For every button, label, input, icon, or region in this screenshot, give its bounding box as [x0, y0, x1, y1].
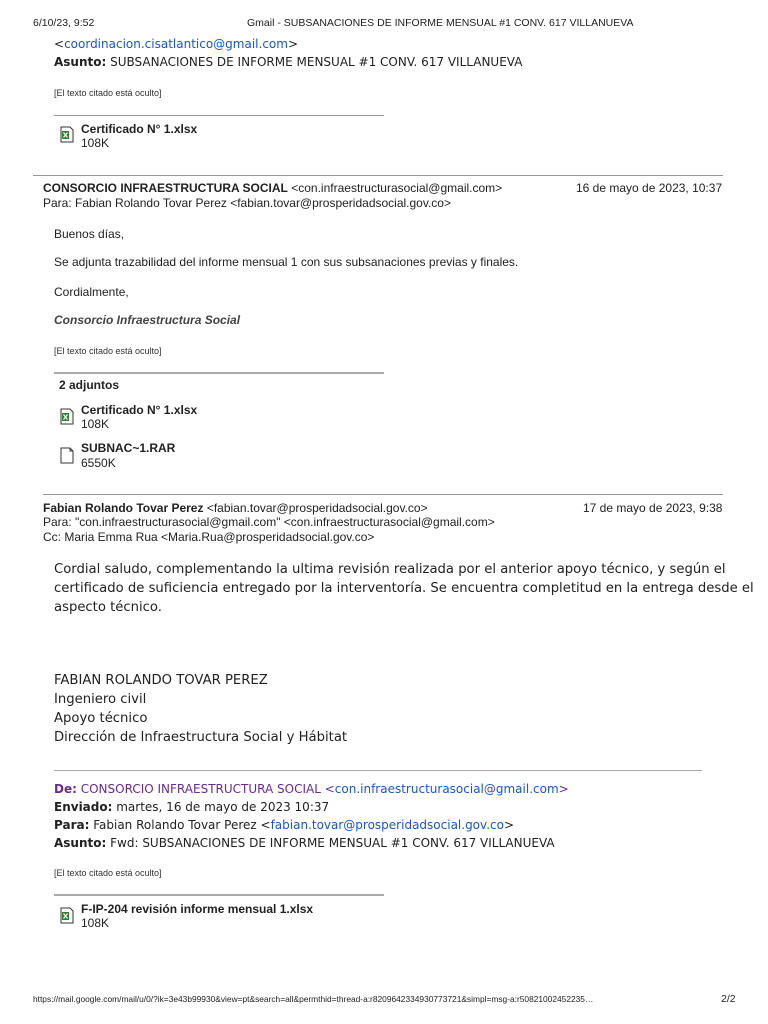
forward-to: Para: Fabian Rolando Tovar Perez <fabian.tovar@prosperidadsocial.gov.co> [54, 818, 515, 832]
attachment-size: 108K [81, 136, 110, 150]
message-divider [33, 175, 723, 176]
forward-from: De: CONSORCIO INFRAESTRUCTURA SOCIAL <con.infraestructurasocial@gmail.com> [54, 782, 569, 796]
page-number: 2/2 [721, 993, 736, 1005]
generic-file-icon [60, 447, 74, 464]
message-1-closing: Cordialmente, [54, 285, 129, 299]
message-2-body-line-1: Cordial saludo, complementando la ultima revisión realizada por el anterior apoyo técnico, y según el [54, 562, 726, 577]
email-link[interactable]: fabian.tovar@prosperidadsocial.gov.co [270, 818, 504, 832]
message-1-greeting: Buenos días, [54, 227, 125, 241]
attachment-divider [54, 115, 384, 116]
message-1-recipient: Para: Fabian Rolando Tovar Perez <fabian.tovar@prosperidadsocial.gov.co> [43, 196, 451, 210]
email-link[interactable]: con.infraestructurasocial@gmail.com [334, 782, 559, 796]
excel-file-icon [60, 408, 74, 425]
attachments-divider [54, 372, 384, 374]
previous-subject: Asunto: SUBSANACIONES DE INFORME MENSUAL #1 CONV. 617 VILLANUEVA [54, 55, 523, 69]
attachment-size: 108K [81, 916, 110, 930]
quoted-text-hidden[interactable]: [El texto citado está oculto] [54, 346, 162, 356]
message-2-sender: Fabian Rolando Tovar Perez <fabian.tovar@prosperidadsocial.gov.co> [43, 501, 428, 515]
signature-role: Apoyo técnico [54, 711, 148, 726]
quoted-text-hidden[interactable]: [El texto citado está oculto] [54, 88, 162, 98]
message-1-sender: CONSORCIO INFRAESTRUCTURA SOCIAL <con.infraestructurasocial@gmail.com> [43, 181, 503, 195]
message-divider [43, 494, 723, 495]
message-1-signature: Consorcio Infraestructura Social [54, 313, 241, 327]
message-2-cc: Cc: Maria Emma Rua <Maria.Rua@prosperidadsocial.gov.co> [43, 530, 375, 544]
message-2-body-line-3: aspecto técnico. [54, 600, 162, 615]
attachment-size: 6550K [81, 456, 116, 470]
email-link[interactable]: coordinacion.cisatlantico@gmail.com [64, 37, 288, 51]
message-2-recipient: Para: "con.infraestructurasocial@gmail.com" <con.infraestructurasocial@gmail.com> [43, 515, 495, 529]
signature-title: Ingeniero civil [54, 692, 147, 707]
message-1-date: 16 de mayo de 2023, 10:37 [576, 181, 723, 195]
attachments-count: 2 adjuntos [59, 378, 120, 392]
excel-file-icon [60, 126, 74, 143]
message-2-date: 17 de mayo de 2023, 9:38 [583, 501, 723, 515]
attachment-name[interactable]: SUBNAC~1.RAR [81, 441, 176, 455]
attachment-name[interactable]: F-IP-204 revisión informe mensual 1.xlsx [81, 902, 314, 916]
print-title: Gmail - SUBSANACIONES DE INFORME MENSUAL #1 CONV. 617 VILLANUEVA [247, 17, 634, 29]
forward-sent: Enviado: martes, 16 de mayo de 2023 10:37 [54, 800, 330, 814]
excel-file-icon [60, 907, 74, 924]
previous-sender-email: <coordinacion.cisatlantico@gmail.com> [54, 37, 299, 51]
print-datetime: 6/10/23, 9:52 [33, 17, 95, 29]
attachment-name[interactable]: Certificado N° 1.xlsx [81, 122, 198, 136]
message-1-body: Se adjunta trazabilidad del informe mensual 1 con sus subsanaciones previas y finales. [54, 255, 519, 269]
quoted-text-hidden[interactable]: [El texto citado está oculto] [54, 868, 162, 878]
signature-name: FABIAN ROLANDO TOVAR PEREZ [54, 673, 268, 688]
forward-subject: Asunto: Fwd: SUBSANACIONES DE INFORME MENSUAL #1 CONV. 617 VILLANUEVA [54, 836, 555, 850]
forward-divider [54, 770, 702, 771]
attachment-divider [54, 894, 384, 896]
attachment-size: 108K [81, 417, 110, 431]
print-url: https://mail.google.com/mail/u/0/?ik=3e43b99930&view=pt&search=all&permthid=thread-a:r8209642334930773721&simpl=msg-a:r50821002452235… [33, 994, 594, 1004]
message-2-body-line-2: certificado de suficiencia entregado por la interventoría. Se encuentra completitud en la entrega desde el [54, 581, 754, 596]
attachment-name[interactable]: Certificado N° 1.xlsx [81, 403, 198, 417]
signature-department: Dirección de Infraestructura Social y Hábitat [54, 730, 348, 745]
